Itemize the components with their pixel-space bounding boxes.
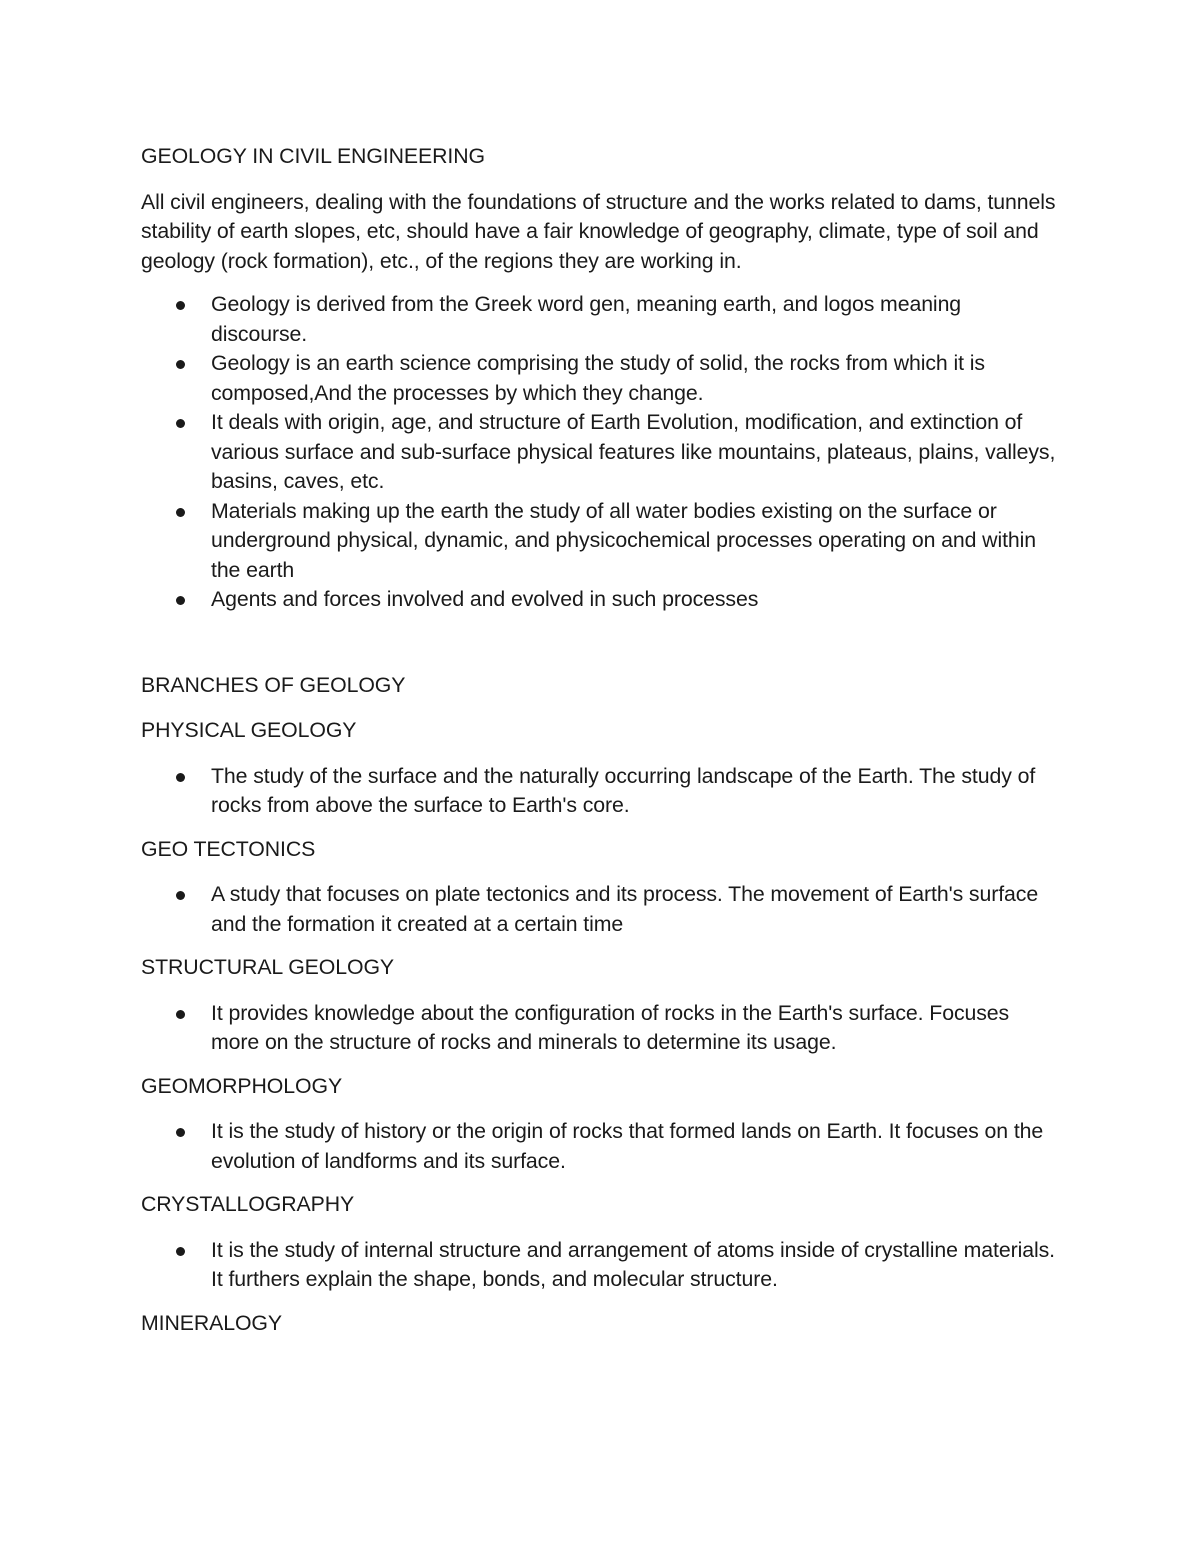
physical-geology-bullet-list: [141, 762, 1056, 821]
list-item: [141, 349, 1056, 408]
document-title: GEOLOGY IN CIVIL ENGINEERING: [141, 144, 485, 168]
geomorphology-bullet-list: [141, 1117, 1056, 1176]
list-item: [141, 880, 1056, 939]
bullet-icon: [176, 360, 185, 369]
geo-tectonics-bullet-list: [141, 880, 1056, 939]
section-heading-physical-geology: PHYSICAL GEOLOGY: [141, 718, 357, 742]
bullet-icon: [176, 596, 185, 605]
list-item: [141, 408, 1056, 497]
list-item: [141, 1236, 1056, 1295]
bullet-icon: [176, 419, 185, 428]
list-item-text: It is the study of history or the origin of rocks that formed lands on Earth. It focuses on the evolution of landforms and its surface.: [211, 1119, 1044, 1173]
intro-bullet-list: [141, 290, 1056, 615]
list-item-text: Agents and forces involved and evolved in such processes: [211, 587, 759, 611]
bullet-icon: [176, 301, 185, 310]
list-item: [141, 1117, 1056, 1176]
branches-heading: BRANCHES OF GEOLOGY: [141, 672, 406, 697]
section-heading-crystallography: CRYSTALLOGRAPHY: [141, 1192, 355, 1216]
list-item: [141, 999, 1056, 1058]
list-item: [141, 290, 1056, 349]
list-item-text: Geology is an earth science comprising the study of solid, the rocks from which it is composed,And the processes by which they change.: [211, 351, 985, 405]
document-body: [141, 142, 1056, 1354]
section-heading-mineralogy: MINERALOGY: [141, 1310, 283, 1335]
list-item-text: Geology is derived from the Greek word gen, meaning earth, and logos meaning discourse.: [211, 292, 962, 346]
list-item: [141, 762, 1056, 821]
list-item-text: Materials making up the earth the study of all water bodies existing on the surface or underground physical, dynamic, and physicochemical processes operating on and within the earth: [211, 498, 1037, 582]
list-item-text: It deals with origin, age, and structure of Earth Evolution, modification, and extinction of various surface and sub-surface physical features like mountains, plateaus, plains, valleys, basins, caves, etc.: [211, 410, 1056, 493]
list-item-text: A study that focuses on plate tectonics and its process. The movement of Earth's surface and the formation it created at a certain time: [211, 882, 1039, 936]
list-item-text: It provides knowledge about the configuration of rocks in the Earth's surface. Focuses more on the structure of rocks and minerals to determine its usage.: [211, 1000, 1010, 1054]
list-item-text: The study of the surface and the naturally occurring landscape of the Earth. The study of rocks from above the surface to Earth's core.: [211, 763, 1036, 817]
section-heading-geo-tectonics: GEO TECTONICS: [141, 836, 316, 861]
list-item-text: It is the study of internal structure and arrangement of atoms inside of crystalline materials. It furthers explain the shape, bonds, and molecular structure.: [211, 1237, 1055, 1291]
intro-paragraph: All civil engineers, dealing with the foundations of structure and the works related to dams, tunnels stability of earth slopes, etc, should have a fair knowledge of geography, climate, type of soil and geology (rock formation), etc., of the regions they are working in.: [141, 189, 1056, 273]
bullet-icon: [176, 1247, 185, 1256]
section-spacer: [141, 629, 1056, 671]
bullet-icon: [176, 508, 185, 517]
section-heading-structural-geology: STRUCTURAL GEOLOGY: [141, 955, 395, 979]
section-heading-geomorphology: GEOMORPHOLOGY: [141, 1073, 343, 1098]
crystallography-bullet-list: [141, 1236, 1056, 1295]
list-item: [141, 497, 1056, 586]
bullet-icon: [176, 891, 185, 900]
structural-geology-bullet-list: [141, 999, 1056, 1058]
list-item: [141, 585, 1056, 615]
bullet-icon: [176, 1010, 185, 1019]
bullet-icon: [176, 1128, 185, 1137]
bullet-icon: [176, 773, 185, 782]
